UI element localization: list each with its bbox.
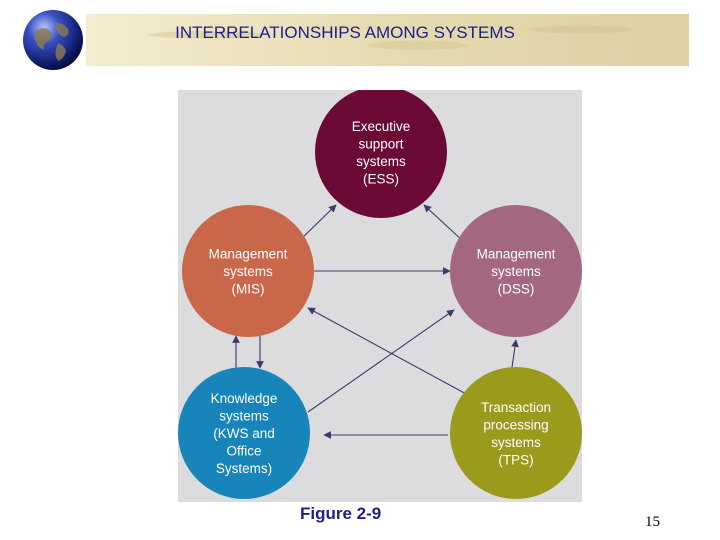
node-mis	[182, 205, 314, 337]
node-label-line: systems	[223, 264, 273, 279]
node-label-line: support	[358, 136, 404, 152]
node-label-line: systems	[491, 434, 541, 450]
arrow-tps-to-mis	[308, 308, 468, 395]
node-label-line: systems	[491, 264, 541, 279]
node-label-line: (MIS)	[231, 281, 265, 297]
diagram-panel	[178, 90, 582, 502]
node-label-line: Executive	[351, 118, 411, 134]
node-label-line: (DSS)	[497, 281, 535, 297]
node-label-line: (TPS)	[498, 452, 534, 468]
node-tps	[450, 367, 582, 499]
svg-text:Knowledgesystems(KWS andOffice	[211, 391, 278, 476]
node-label-line: systems	[219, 408, 269, 424]
node-label-line: Transaction	[480, 399, 552, 415]
node-label-line: Management	[476, 246, 556, 262]
node-label-line: (ESS)	[362, 171, 400, 187]
node-label-line: Management	[208, 246, 288, 262]
node-dss	[450, 205, 582, 337]
node-label-line: Knowledge	[210, 391, 278, 406]
node-label-line: Office	[226, 443, 262, 459]
arrow-dss-to-ess	[424, 205, 464, 242]
arrow-kws-to-dss	[308, 310, 454, 412]
node-label-line: systems	[356, 153, 406, 169]
page-number: 15	[645, 514, 660, 530]
figure-caption: Figure 2-9	[300, 504, 382, 523]
node-label-line: (KWS and	[213, 426, 275, 441]
node-ess	[315, 90, 447, 218]
slide-title: INTERRELATIONSHIPS AMONG SYSTEMS	[175, 23, 515, 42]
node-label-line: Systems)	[215, 461, 273, 476]
node-label-line: processing	[483, 417, 549, 433]
node-kws	[178, 367, 310, 499]
systems-diagram	[178, 90, 582, 502]
